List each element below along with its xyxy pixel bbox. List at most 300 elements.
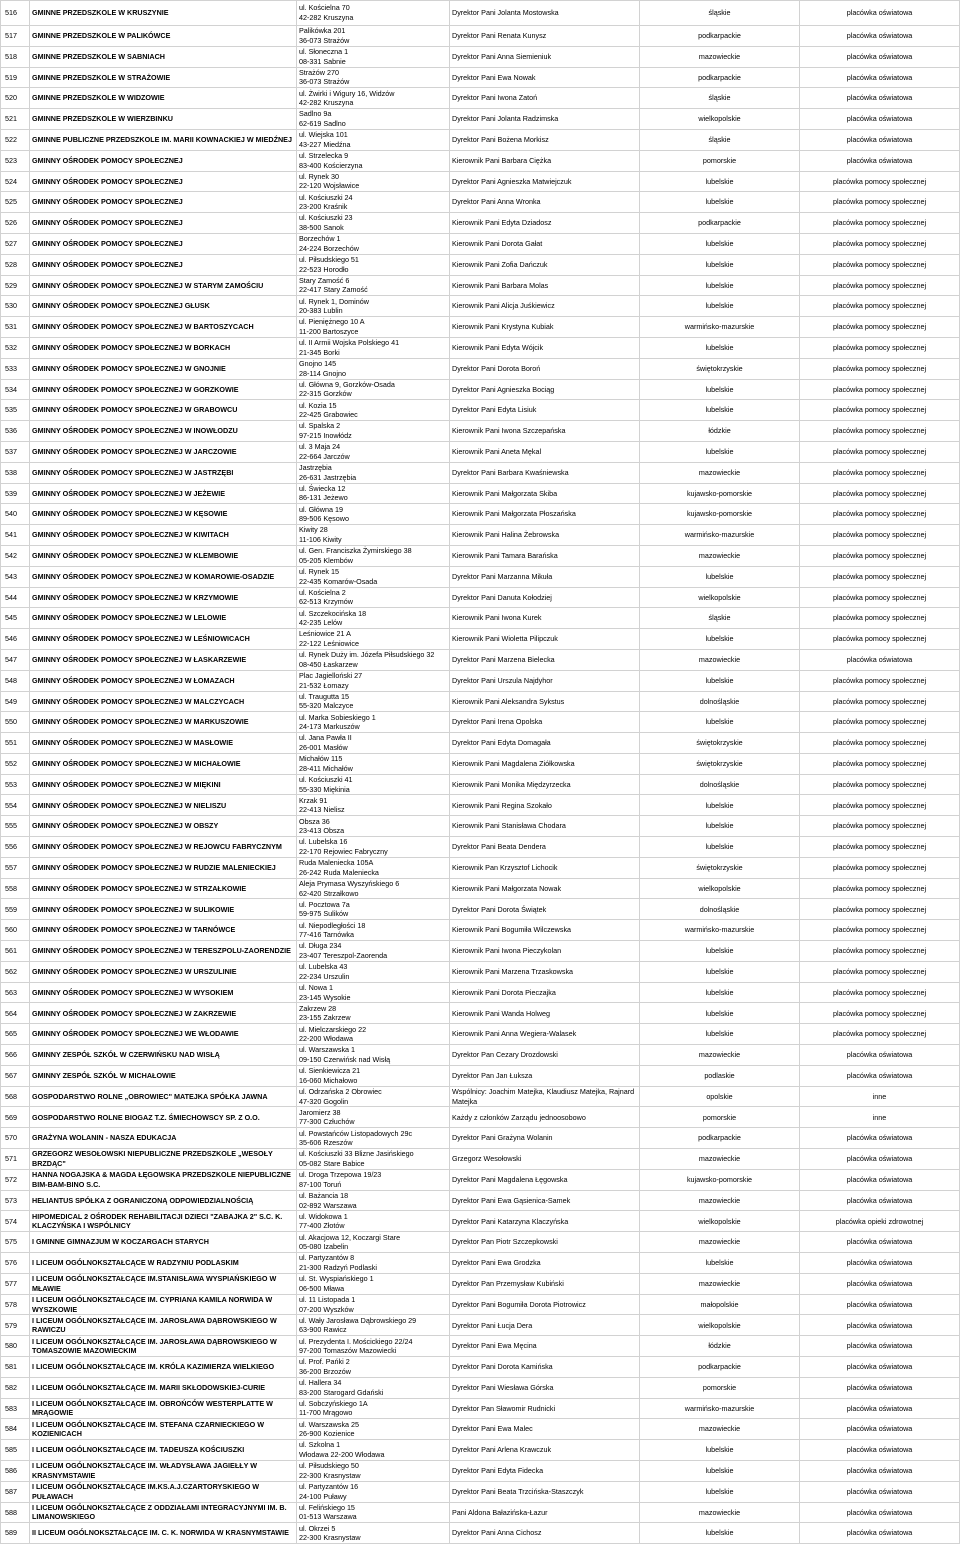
voivodeship: wielkopolskie: [640, 878, 800, 899]
address-line: ul. Szkolna 1: [299, 1440, 341, 1450]
voivodeship: pomorskie: [640, 1377, 800, 1398]
institution-type: inne: [800, 1086, 960, 1107]
institution-type: placówka oświatowa: [800, 1523, 960, 1544]
table-row: [1, 1336, 960, 1357]
voivodeship: warmińsko-mazurskie: [640, 317, 800, 338]
address-line: ul. Kościuszki 33 Blizne Jasińskiego: [299, 1149, 414, 1159]
address-line: 63-900 Rawicz: [299, 1325, 347, 1335]
address-line: 07-200 Wyszków: [299, 1304, 354, 1314]
representative: Kierownik Pani Edyta Dziadosz: [450, 213, 640, 234]
representative: Dyrektor Pani Wiesława Górska: [450, 1377, 640, 1398]
institution-name: HIPOMEDICAL 2 OŚRODEK REHABILITACJI DZIECI "ZABAJKA 2" S.C. K. KLACZYŃSKA I WSPÓLNICY: [30, 1211, 297, 1232]
institution-name: GMINNY OŚRODEK POMOCY SPOŁECZNEJ WE WŁODAWIE: [30, 1024, 297, 1045]
address-line: 24-173 Markuszów: [299, 722, 360, 732]
address-line: 38-500 Sanok: [299, 223, 344, 233]
representative: Kierownik Pani Alicja Juśkiewicz: [450, 296, 640, 317]
address: [297, 795, 450, 816]
row-number: 562: [1, 961, 30, 982]
address: [297, 629, 450, 650]
table-row: [1, 1440, 960, 1461]
address: [297, 525, 450, 546]
representative: Dyrektor Pani Barbara Kwaśniewska: [450, 462, 640, 483]
voivodeship: śląskie: [640, 129, 800, 150]
institution-type: placówka pomocy społecznej: [800, 504, 960, 525]
address-line: 86-131 Jeżewo: [299, 493, 348, 503]
table-row: [1, 400, 960, 421]
address-line: ul. Partyzantów 16: [299, 1482, 359, 1492]
representative: Dyrektor Pani Beata Dendera: [450, 837, 640, 858]
institution-name: I LICEUM OGÓLNOKSZTAŁCĄCE IM. CYPRIANA KAMILA NORWIDA W WYSZKOWIE: [30, 1294, 297, 1315]
row-number: 589: [1, 1523, 30, 1544]
address-line: 77-300 Człuchów: [299, 1117, 355, 1127]
table-row: [1, 1419, 960, 1440]
address-line: ul. Kościuszki 24: [299, 192, 353, 202]
institution-type: placówka oświatowa: [800, 1440, 960, 1461]
table-row: [1, 1065, 960, 1086]
address-line: ul. Szczekocińska 18: [299, 608, 367, 618]
table-row: [1, 317, 960, 338]
table-row: [1, 88, 960, 109]
table-row: [1, 192, 960, 213]
address-line: 42-282 Kruszyna: [299, 98, 354, 108]
address-line: ul. Partyzantów 8: [299, 1253, 355, 1263]
table-row: [1, 920, 960, 941]
voivodeship: lubelskie: [640, 400, 800, 421]
address: [297, 649, 450, 670]
address-line: 26-242 Ruda Maleniecka: [299, 867, 379, 877]
representative: Kierownik Pani Barbara Ciężka: [450, 150, 640, 171]
voivodeship: lubelskie: [640, 1024, 800, 1045]
table-row: [1, 1045, 960, 1066]
address-line: ul. Droga Trzepowa 19/23: [299, 1170, 382, 1180]
address-line: ul. Pieniężnego 10 A: [299, 317, 365, 327]
institution-name: GMINNY ZESPÓŁ SZKÓŁ W CZERWIŃSKU NAD WISŁĄ: [30, 1045, 297, 1066]
address: [297, 608, 450, 629]
representative: Kierownik Pani Małgorzata Skiba: [450, 483, 640, 504]
address: [297, 1481, 450, 1502]
address: [297, 441, 450, 462]
voivodeship: lubelskie: [640, 441, 800, 462]
representative: Dyrektor Pani Ewa Nowak: [450, 67, 640, 88]
address-line: 20-383 Lublin: [299, 306, 343, 316]
institution-name: GMINNY OŚRODEK POMOCY SPOŁECZNEJ W GRABOWCU: [30, 400, 297, 421]
row-number: 578: [1, 1294, 30, 1315]
row-number: 580: [1, 1336, 30, 1357]
address-line: Sadlno 9a: [299, 109, 332, 119]
institution-type: placówka oświatowa: [800, 1065, 960, 1086]
address-line: 21-345 Borki: [299, 347, 340, 357]
institution-name: GMINNY OŚRODEK POMOCY SPOŁECZNEJ W KĘSOWIE: [30, 504, 297, 525]
table-row: [1, 545, 960, 566]
table-row: [1, 816, 960, 837]
table-row: [1, 67, 960, 88]
address-line: 22-523 Horodło: [299, 264, 349, 274]
representative: Wspólnicy: Joachim Matejka, Klaudiusz Matejka, Rajnard Matejka: [450, 1086, 640, 1107]
institution-name: GMINNY OŚRODEK POMOCY SPOŁECZNEJ W KOMAROWIE-OSADZIE: [30, 566, 297, 587]
row-number: 568: [1, 1086, 30, 1107]
row-number: 525: [1, 192, 30, 213]
institution-type: placówka oświatowa: [800, 67, 960, 88]
institution-name: GMINNY OŚRODEK POMOCY SPOŁECZNEJ: [30, 192, 297, 213]
voivodeship: kujawsko-pomorskie: [640, 483, 800, 504]
voivodeship: lubelskie: [640, 795, 800, 816]
table-row: [1, 1024, 960, 1045]
address: [297, 1336, 450, 1357]
address: [297, 587, 450, 608]
institution-type: placówka pomocy społecznej: [800, 774, 960, 795]
voivodeship: mazowieckie: [640, 1232, 800, 1253]
address: [297, 379, 450, 400]
address-line: 47-320 Gogolin: [299, 1096, 349, 1106]
representative: Dyrektor Pani Danuta Kołodziej: [450, 587, 640, 608]
institution-name: HELIANTUS SPÓŁKA Z OGRANICZONĄ ODPOWIEDZIALNOŚCIĄ: [30, 1190, 297, 1211]
institution-name: GMINNY OŚRODEK POMOCY SPOŁECZNEJ W TARNÓWCE: [30, 920, 297, 941]
address: [297, 961, 450, 982]
address-line: Palikówka 201: [299, 26, 346, 36]
address: [297, 1232, 450, 1253]
table-row: [1, 837, 960, 858]
voivodeship: dolnośląskie: [640, 691, 800, 712]
institution-type: placówka pomocy społecznej: [800, 670, 960, 691]
address: [297, 1045, 450, 1066]
table-row: [1, 213, 960, 234]
voivodeship: dolnośląskie: [640, 774, 800, 795]
institution-name: GMINNY OŚRODEK POMOCY SPOŁECZNEJ W INOWŁODZU: [30, 421, 297, 442]
institution-name: GMINNY OŚRODEK POMOCY SPOŁECZNEJ GŁUSK: [30, 296, 297, 317]
representative: Dyrektor Pan Przemysław Kubiński: [450, 1273, 640, 1294]
voivodeship: kujawsko-pomorskie: [640, 504, 800, 525]
row-number: 519: [1, 67, 30, 88]
voivodeship: łódzkie: [640, 421, 800, 442]
address: [297, 712, 450, 733]
institution-type: placówka pomocy społecznej: [800, 857, 960, 878]
table-row: [1, 504, 960, 525]
representative: Kierownik Pani Dorota Pieczajka: [450, 982, 640, 1003]
representative: Dyrektor Pan Piotr Szczepkowski: [450, 1232, 640, 1253]
address-line: ul. Rynek 1, Dominów: [299, 296, 369, 306]
row-number: 575: [1, 1232, 30, 1253]
representative: Kierownik Pani Bogumiła Wilczewska: [450, 920, 640, 941]
table-row: [1, 358, 960, 379]
table-row: [1, 421, 960, 442]
address-line: 43-227 Miedźna: [299, 139, 351, 149]
institution-type: placówka pomocy społecznej: [800, 379, 960, 400]
voivodeship: mazowieckie: [640, 46, 800, 67]
row-number: 526: [1, 213, 30, 234]
address-line: Gnojno 145: [299, 359, 337, 369]
address: [297, 941, 450, 962]
address-line: 36-073 Strażów: [299, 35, 350, 45]
voivodeship: lubelskie: [640, 629, 800, 650]
table-row: [1, 462, 960, 483]
institution-name: I LICEUM OGÓLNOKSZTAŁCĄCE IM. KRÓLA KAZIMIERZA WIELKIEGO: [30, 1357, 297, 1378]
address: [297, 1, 450, 26]
address: [297, 1107, 450, 1128]
voivodeship: lubelskie: [640, 192, 800, 213]
institution-name: I LICEUM OGÓLNOKSZTAŁCĄCE IM.KS.A.J.CZARTORYSKIEGO W PUŁAWACH: [30, 1481, 297, 1502]
institution-type: placówka pomocy społecznej: [800, 213, 960, 234]
address-line: 22-435 Komarów-Osada: [299, 576, 378, 586]
table-row: [1, 337, 960, 358]
address-line: ul. Odrzańska 2 Obrowiec: [299, 1086, 382, 1096]
representative: Kierownik Pani Aneta Mękal: [450, 441, 640, 462]
address-line: ul. Lubelska 43: [299, 962, 348, 972]
representative: Dyrektor Pani Ewa Grodzka: [450, 1253, 640, 1274]
address-line: ul. Świecka 12: [299, 483, 346, 493]
address-line: 16-060 Michałowo: [299, 1075, 358, 1085]
institution-type: placówka oświatowa: [800, 1357, 960, 1378]
institution-name: I LICEUM OGÓLNOKSZTAŁCĄCE IM. MARII SKŁODOWSKIEJ-CURIE: [30, 1377, 297, 1398]
institution-name: I LICEUM OGÓLNOKSZTAŁCĄCE IM.STANISŁAWA WYSPIAŃSKIEGO W MŁAWIE: [30, 1273, 297, 1294]
representative: Kierownik Pani Edyta Wójcik: [450, 337, 640, 358]
row-number: 588: [1, 1502, 30, 1523]
voivodeship: kujawsko-pomorskie: [640, 1169, 800, 1190]
address-line: ul. Nowa 1: [299, 982, 333, 992]
row-number: 563: [1, 982, 30, 1003]
address-line: ul. Kościelna 70: [299, 3, 350, 13]
representative: Dyrektor Pan Jan Łuksza: [450, 1065, 640, 1086]
representative: Dyrektor Pani Irena Opolska: [450, 712, 640, 733]
table-row: [1, 1460, 960, 1481]
row-number: 533: [1, 358, 30, 379]
row-number: 548: [1, 670, 30, 691]
address: [297, 1211, 450, 1232]
voivodeship: warmińsko-mazurskie: [640, 525, 800, 546]
representative: Dyrektor Pani Ewa Męcina: [450, 1336, 640, 1357]
address-line: Jaromierz 38: [299, 1107, 341, 1117]
address-line: ul. Warszawska 1: [299, 1045, 356, 1055]
row-number: 523: [1, 150, 30, 171]
row-number: 573: [1, 1190, 30, 1211]
address-line: 62-513 Krzymów: [299, 597, 353, 607]
address-line: 22-413 Nielisz: [299, 805, 345, 815]
institution-type: placówka pomocy społecznej: [800, 795, 960, 816]
institution-type: placówka pomocy społecznej: [800, 982, 960, 1003]
representative: Kierownik Pani Magdalena Ziółkowska: [450, 753, 640, 774]
row-number: 579: [1, 1315, 30, 1336]
address: [297, 1398, 450, 1419]
institution-type: placówka pomocy społecznej: [800, 358, 960, 379]
table-row: [1, 878, 960, 899]
row-number: 577: [1, 1273, 30, 1294]
institution-type: placówka oświatowa: [800, 1045, 960, 1066]
institution-type: placówka oświatowa: [800, 150, 960, 171]
address: [297, 920, 450, 941]
institution-name: GMINNY OŚRODEK POMOCY SPOŁECZNEJ W GNOJNIE: [30, 358, 297, 379]
row-number: 535: [1, 400, 30, 421]
table-row: [1, 233, 960, 254]
row-number: 586: [1, 1460, 30, 1481]
address-line: 05-205 Klembów: [299, 555, 353, 565]
institution-type: placówka pomocy społecznej: [800, 712, 960, 733]
representative: Dyrektor Pani Edyta Lisiuk: [450, 400, 640, 421]
address: [297, 1419, 450, 1440]
institution-name: GMINNY OŚRODEK POMOCY SPOŁECZNEJ W URSZULINIE: [30, 961, 297, 982]
institution-name: I LICEUM OGÓLNOKSZTAŁCĄCE IM. JAROSŁAWA DĄBROWSKIEGO W TOMASZOWIE MAZOWIECKIM: [30, 1336, 297, 1357]
representative: Dyrektor Pani Jolanta Radzimska: [450, 109, 640, 130]
institution-type: placówka oświatowa: [800, 1128, 960, 1149]
address: [297, 88, 450, 109]
voivodeship: śląskie: [640, 608, 800, 629]
address-line: 22-170 Rejowiec Fabryczny: [299, 846, 388, 856]
address-line: Aleja Prymasa Wyszyńskiego 6: [299, 878, 400, 888]
representative: Kierownik Pani Marzena Trzaskowska: [450, 961, 640, 982]
row-number: 544: [1, 587, 30, 608]
representative: Dyrektor Pani Edyta Domagała: [450, 733, 640, 754]
representative: Dyrektor Pani Katarzyna Klaczyńska: [450, 1211, 640, 1232]
institution-type: placówka oświatowa: [800, 1481, 960, 1502]
representative: Dyrektor Pani Bożena Morkisz: [450, 129, 640, 150]
institution-type: placówka pomocy społecznej: [800, 1003, 960, 1024]
table-row: [1, 1190, 960, 1211]
address-line: ul. Mielczarskiego 22: [299, 1024, 367, 1034]
representative: Kierownik Pani Krystyna Kubiak: [450, 317, 640, 338]
representative: Dyrektor Pani Arlena Krawczuk: [450, 1440, 640, 1461]
voivodeship: wielkopolskie: [640, 1211, 800, 1232]
institution-type: placówka pomocy społecznej: [800, 317, 960, 338]
row-number: 529: [1, 275, 30, 296]
voivodeship: lubelskie: [640, 982, 800, 1003]
institution-name: GMINNE PRZEDSZKOLE W KRUSZYNIE: [30, 1, 297, 26]
voivodeship: śląskie: [640, 1, 800, 26]
institution-type: placówka oświatowa: [800, 88, 960, 109]
address: [297, 1357, 450, 1378]
voivodeship: wielkopolskie: [640, 1315, 800, 1336]
institution-name: I LICEUM OGÓLNOKSZTAŁCĄCE IM. OBROŃCÓW WESTERPLATTE W MRĄGOWIE: [30, 1398, 297, 1419]
voivodeship: lubelskie: [640, 670, 800, 691]
row-number: 545: [1, 608, 30, 629]
voivodeship: małopolskie: [640, 1294, 800, 1315]
institution-name: GMINNY OŚRODEK POMOCY SPOŁECZNEJ W KIWITACH: [30, 525, 297, 546]
row-number: 556: [1, 837, 30, 858]
voivodeship: lubelskie: [640, 254, 800, 275]
representative: Dyrektor Pani Anna Siemieniuk: [450, 46, 640, 67]
institution-type: placówka pomocy społecznej: [800, 899, 960, 920]
table-row: [1, 670, 960, 691]
representative: Dyrektor Pani Anna Wronka: [450, 192, 640, 213]
institution-type: placówka pomocy społecznej: [800, 462, 960, 483]
table-row: [1, 1294, 960, 1315]
institution-name: GMINNY OŚRODEK POMOCY SPOŁECZNEJ W KRZYMOWIE: [30, 587, 297, 608]
address-line: ul. Prof. Pańki 2: [299, 1357, 350, 1367]
address: [297, 816, 450, 837]
row-number: 537: [1, 441, 30, 462]
institution-name: I LICEUM OGÓLNOKSZTAŁCĄCE IM. JAROSŁAWA DĄBROWSKIEGO W RAWICZU: [30, 1315, 297, 1336]
institution-name: I LICEUM OGÓLNOKSZTAŁCĄCE IM. WŁADYSŁAWA JAGIEŁŁY W KRASNYMSTAWIE: [30, 1460, 297, 1481]
address-line: ul. Kościuszki 23: [299, 213, 353, 223]
address: [297, 1440, 450, 1461]
address: [297, 421, 450, 442]
institution-name: GMINNY OŚRODEK POMOCY SPOŁECZNEJ W MICHAŁOWIE: [30, 753, 297, 774]
row-number: 531: [1, 317, 30, 338]
voivodeship: lubelskie: [640, 566, 800, 587]
table-row: [1, 1169, 960, 1190]
row-number: 571: [1, 1149, 30, 1170]
table-row: [1, 441, 960, 462]
representative: Kierownik Pani Iwona Pieczykolan: [450, 941, 640, 962]
table-row: [1, 857, 960, 878]
address-line: 77-400 Złotów: [299, 1221, 345, 1231]
table-row: [1, 733, 960, 754]
address-line: ul. Żwirki i Wigury 16, Widzów: [299, 88, 395, 98]
institution-name: GMINNE PRZEDSZKOLE W WIERZBINKU: [30, 109, 297, 130]
address: [297, 400, 450, 421]
address-line: 05-082 Stare Babice: [299, 1158, 365, 1168]
row-number: 542: [1, 545, 30, 566]
representative: Dyrektor Pani Marzanna Mikuła: [450, 566, 640, 587]
table-row: [1, 941, 960, 962]
institution-name: I LICEUM OGÓLNOKSZTAŁCĄCE IM. STEFANA CZARNIECKIEGO W KOZIENICACH: [30, 1419, 297, 1440]
representative: Dyrektor Pani Edyta Fidecka: [450, 1460, 640, 1481]
institution-name: GMINNY OŚRODEK POMOCY SPOŁECZNEJ W BARTOSZYCACH: [30, 317, 297, 338]
address: [297, 670, 450, 691]
voivodeship: świętokrzyskie: [640, 857, 800, 878]
address-line: Stary Zamość 6: [299, 275, 350, 285]
address: [297, 26, 450, 47]
row-number: 534: [1, 379, 30, 400]
representative: Kierownik Pani Halina Żebrowska: [450, 525, 640, 546]
institution-type: placówka pomocy społecznej: [800, 254, 960, 275]
row-number: 572: [1, 1169, 30, 1190]
address: [297, 1024, 450, 1045]
address-line: ul. 11 Listopada 1: [299, 1294, 356, 1304]
address-line: ul. Piłsudskiego 51: [299, 255, 359, 265]
voivodeship: podlaskie: [640, 1065, 800, 1086]
representative: Kierownik Pani Wioletta Pilipczuk: [450, 629, 640, 650]
representative: Każdy z członków Zarządu jednoosobowo: [450, 1107, 640, 1128]
institution-name: GMINNY OŚRODEK POMOCY SPOŁECZNEJ W JEŻEWIE: [30, 483, 297, 504]
voivodeship: lubelskie: [640, 961, 800, 982]
address-line: 26-001 Masłów: [299, 742, 348, 752]
table-row: [1, 961, 960, 982]
voivodeship: lubelskie: [640, 837, 800, 858]
address: [297, 1003, 450, 1024]
row-number: 560: [1, 920, 30, 941]
voivodeship: lubelskie: [640, 171, 800, 192]
address-line: ul. Prezydenta I. Mościckiego 22/24: [299, 1336, 413, 1346]
row-number: 546: [1, 629, 30, 650]
address-line: Zakrzew 28: [299, 1003, 337, 1013]
address-line: ul. Wały Jarosława Dąbrowskiego 29: [299, 1315, 417, 1325]
address: [297, 733, 450, 754]
address-line: 36-073 Strażów: [299, 77, 350, 87]
row-number: 549: [1, 691, 30, 712]
address: [297, 109, 450, 130]
institution-type: placówka pomocy społecznej: [800, 296, 960, 317]
representative: Kierownik Pani Iwona Szczepańska: [450, 421, 640, 442]
address: [297, 878, 450, 899]
institution-type: placówka pomocy społecznej: [800, 733, 960, 754]
row-number: 541: [1, 525, 30, 546]
row-number: 583: [1, 1398, 30, 1419]
address-line: 23-407 Tereszpol-Zaorenda: [299, 950, 388, 960]
institution-name: GRAŻYNA WOLANIN - NASZA EDUKACJA: [30, 1128, 297, 1149]
address-line: Plac Jagielloński 27: [299, 671, 363, 680]
address: [297, 67, 450, 88]
voivodeship: lubelskie: [640, 712, 800, 733]
address: [297, 1149, 450, 1170]
institution-name: GMINNY OŚRODEK POMOCY SPOŁECZNEJ: [30, 233, 297, 254]
institution-type: placówka pomocy społecznej: [800, 837, 960, 858]
table-row: [1, 795, 960, 816]
voivodeship: wielkopolskie: [640, 109, 800, 130]
institution-name: GMINNY OŚRODEK POMOCY SPOŁECZNEJ W TERESZPOLU-ZAORENDZIE: [30, 941, 297, 962]
institution-type: inne: [800, 1107, 960, 1128]
address-line: 06-500 Mława: [299, 1283, 345, 1293]
representative: Kierownik Pani Anna Wegiera-Walasek: [450, 1024, 640, 1045]
representative: Dyrektor Pani Agnieszka Bociąg: [450, 379, 640, 400]
representative: Dyrektor Pani Anna Cichosz: [450, 1523, 640, 1544]
